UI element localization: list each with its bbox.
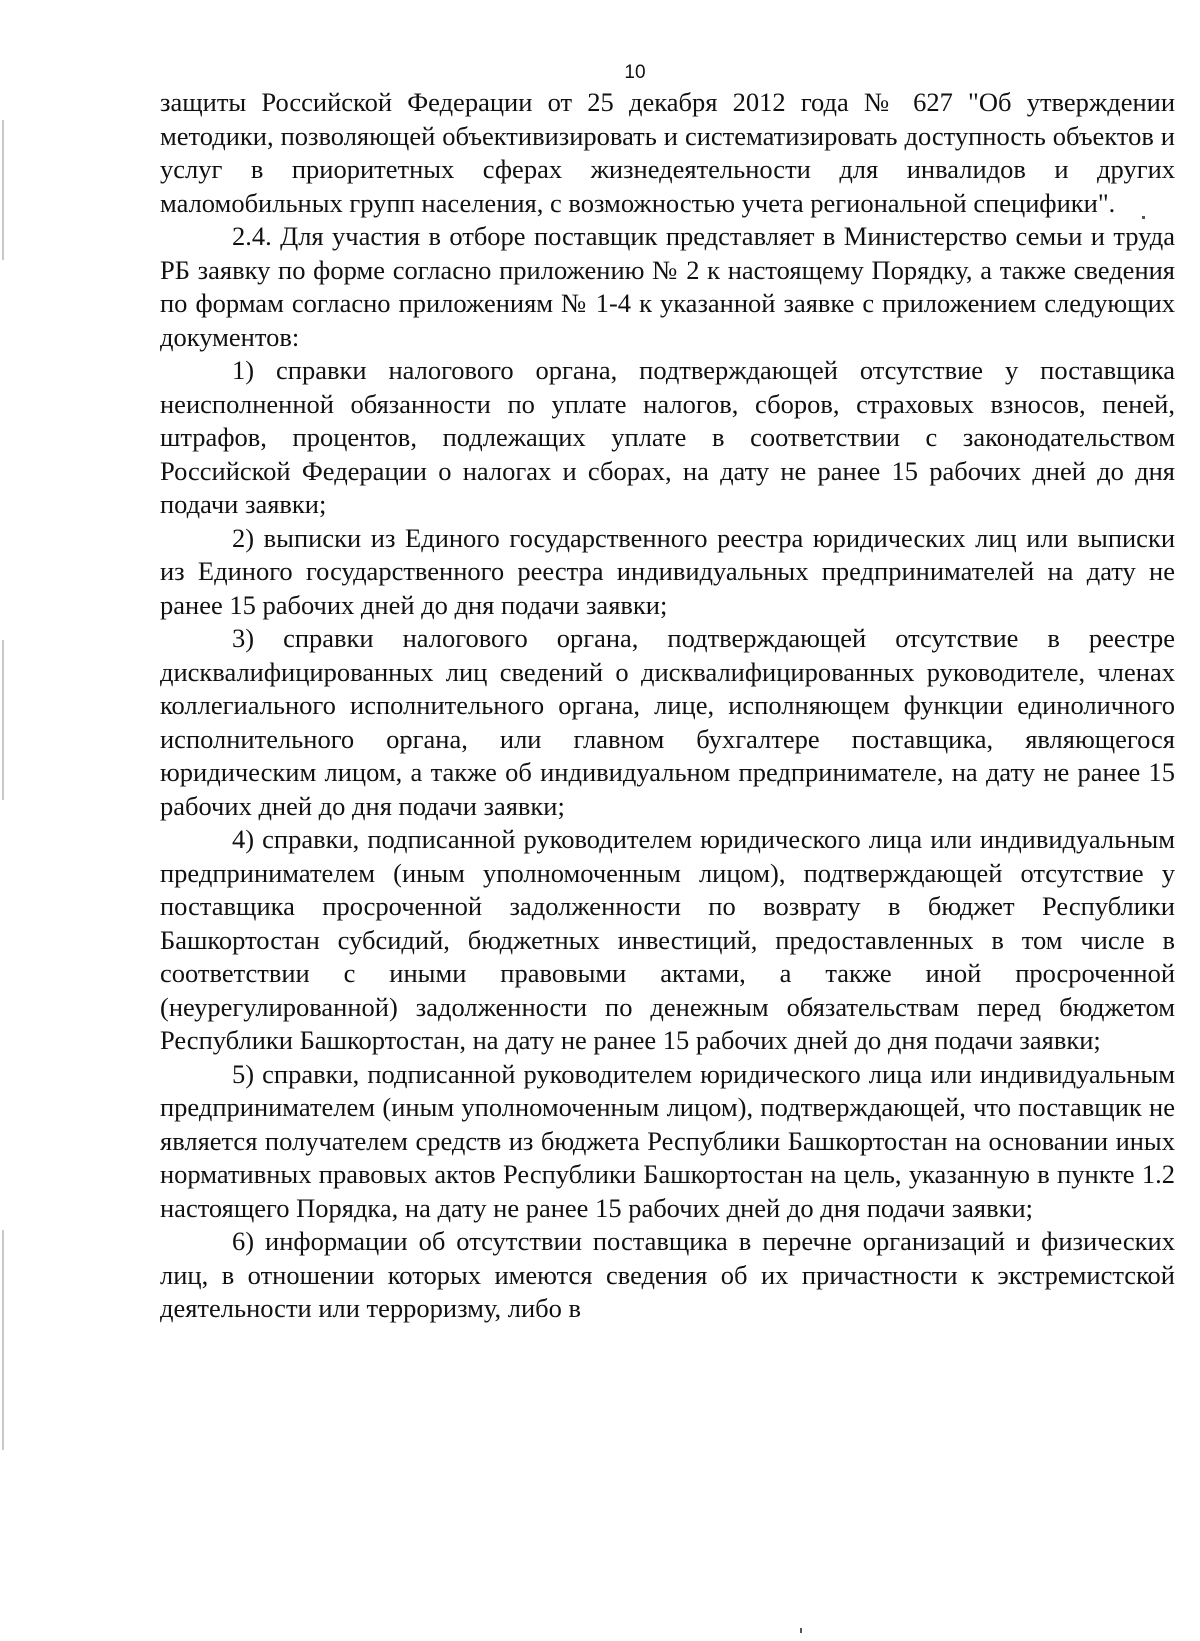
list-item-2: 2) выписки из Единого государственного реестра юридических лиц или выписки из Единого государственного реестра индивидуальных предпринимателей на дату не ранее 15 рабочих дней до дня подачи заявки;: [160, 522, 1175, 620]
list-item-3: 3) справки налогового органа, подтверждающей отсутствие в реестре дисквалифицированных лиц сведений о дисквалифицированных руководителе, членах коллегиального исполнительного органа, лице, исполняющем функции единоличного исполнительного органа, или главном бухгалтере поставщика, являющегося юридическим лицом, а также об индивидуальном предпринимателе, на дату не ранее 15 рабочих дней до дня подачи заявки;: [160, 623, 1175, 821]
list-item-1: 1) справки налогового органа, подтверждающей отсутствие у поставщика неисполненной обязанности по уплате налогов, сборов, страховых взносов, пеней, штрафов, процентов, подлежащих уплате в соответствии с законодательством Российской Федерации о налогах и сборах, на дату не ранее 15 рабочих дней до дня подачи заявки;: [160, 355, 1175, 519]
list-item-4: 4) справки, подписанной руководителем юридического лица или индивидуальным предпринимателем (иным уполномоченным лицом), подтверждающей отсутствие у поставщика просроченной задолженности по возврату в бюджет Республики Башкортостан субсидий, бюджетных инвестиций, предоставленных в том числе в соответствии с иными правовыми актами, а также иной просроченной (неурегулированной) задолженности по денежным обязательствам перед бюджетом Республики Башкортостан, на дату не ранее 15 рабочих дней до дня подачи заявки;: [160, 824, 1175, 1055]
paragraph-continuation: защиты Российской Федерации от 25 декабря 2012 года № 627 "Об утверждении методики, позволяющей объективизировать и систематизировать доступность объектов и услуг в приоритетных сферах жизнедеятельности для инвалидов и других маломобильных групп населения, с возможностью учета региональной специфики".: [160, 87, 1175, 218]
list-item-5: 5) справки, подписанной руководителем юридического лица или индивидуальным предпринимателем (иным уполномоченным лицом), подтверждающей, что поставщик не является получателем средств из бюджета Республики Башкортостан на основании иных нормативных правовых актов Республики Башкортостан на цель, указанную в пункте 1.2 настоящего Порядка, на дату не ранее 15 рабочих дней до дня подачи заявки;: [160, 1058, 1175, 1223]
paragraph-clause-2-4: 2.4. Для участия в отборе поставщик представляет в Министерство семьи и труда РБ заявку по форме согласно приложению № 2 к настоящему Порядку, а также сведения по формам согласно приложениям № 1-4 к указанной заявке с приложением следующих документов:: [160, 221, 1175, 352]
list-item-6: 6) информации об отсутствии поставщика в перечне организаций и физических лиц, в отношении которых имеются сведения об их причастности к экстремистской деятельности или терроризму, либо в: [160, 1226, 1175, 1323]
scan-margin-line: [2, 1230, 4, 1450]
document-body: [160, 86, 1175, 1326]
page-number: 10: [624, 62, 646, 83]
scan-margin-line: [2, 120, 4, 260]
scan-speck: [800, 1628, 802, 1633]
scan-margin-line: [2, 640, 4, 800]
